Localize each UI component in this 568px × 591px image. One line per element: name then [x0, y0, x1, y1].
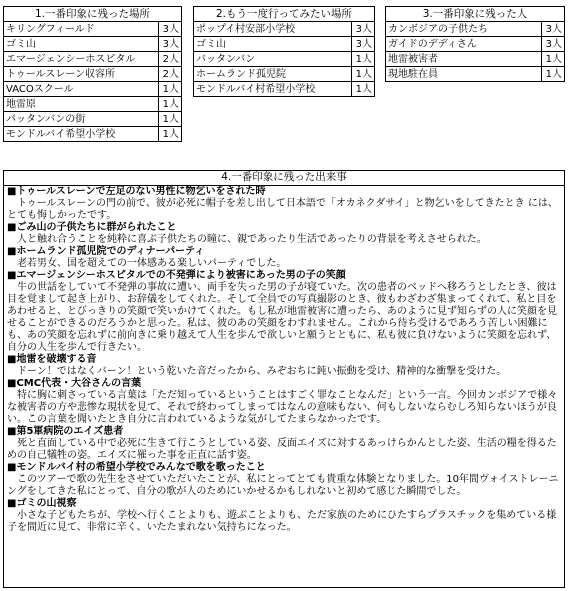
table-row [194, 82, 375, 97]
event-item [7, 462, 561, 498]
place-name: パッタンバンの街 [4, 112, 159, 127]
event-text: 人と触れ合うことを純粋に喜ぶ子供たちの瞳に、親であったり生活であったりの背景を考えさせられた。 [17, 234, 487, 245]
table-title: 3.一番印象に残った人 [386, 7, 565, 22]
event-heading: ■CMC代表・大谷さんの言葉 [7, 378, 142, 389]
event-item [7, 426, 561, 462]
place-name: トゥールスレーン収容所 [4, 67, 159, 82]
table-row [4, 67, 182, 82]
table-row [4, 112, 182, 127]
place-name: キリングフィールド [4, 22, 159, 37]
vote-count: 1人 [159, 82, 182, 97]
vote-count: 3人 [542, 37, 565, 52]
event-heading: ■トゥールスレーンで左足のない男性に物乞いをされた時 [7, 186, 266, 197]
event-heading: ■ホームランド孤児院でのディナーパーティ [7, 246, 205, 257]
events-list [4, 186, 564, 534]
table-title: 2.もう一度行ってみたい場所 [194, 7, 375, 22]
table-row [194, 37, 375, 52]
vote-count: 1人 [542, 52, 565, 67]
table-row [386, 37, 565, 52]
event-heading: ■第5軍病院のエイズ患者 [7, 426, 124, 437]
event-item [7, 222, 561, 246]
table-title: 1.一番印象に残った場所 [4, 7, 182, 22]
event-heading: ■モンドルバイ村の希望小学校でみんなで歌を歌ったこと [7, 462, 266, 473]
table-row [386, 22, 565, 37]
people-impressed-table [385, 6, 565, 82]
place-name: バッタンバン [194, 52, 352, 67]
vote-count: 1人 [159, 97, 182, 112]
table-row [4, 97, 182, 112]
event-item [7, 354, 561, 378]
vote-count: 2人 [159, 52, 182, 67]
event-text: トゥールスレーンの門の前で、彼が必死に帽子を差し出して日本語で「オカネクダサイ」と物乞いをしてきたとき には、とても悔しかったです。 [7, 198, 558, 221]
event-text: 特に胸に刺さっている言葉は「ただ知っているということはすごく罪なことなんだ」という一言。今回カンボジアで様々な被害者の方や悲惨な現状を見て、それで終わってしまってはなんの意味もない、何もしないならむしろ知らないほうが良い。この言葉を聞いたとき自分に言われているような気がしてたまらなかったです。 [7, 390, 558, 425]
event-heading: ■地雷を破壊する音 [7, 354, 97, 365]
place-name: VACOスクール [4, 82, 159, 97]
event-text: このツアーで歌の先生をさせていただいたことが、私にとってとても貴重な体験となりました。10年間ヴォイストレーニングをしてきた私にとって、自分の歌が人のためにいかせるかもしれないと初めて感じた瞬間でした。 [7, 474, 559, 497]
person-name: 現地駐在員 [386, 67, 542, 82]
vote-count: 3人 [352, 37, 375, 52]
event-text: 死と直面している中で必死に生きて行こうとしている姿、反面エイズに対するあっけらかんとした姿、生活の糧を得るための自己犠牲の姿。エイズに罹った事を正直に話す姿。 [7, 438, 557, 461]
vote-count: 3人 [352, 22, 375, 37]
event-item [7, 498, 561, 534]
vote-count: 3人 [542, 22, 565, 37]
person-name: カンボジアの子供たち [386, 22, 542, 37]
event-item [7, 246, 561, 270]
event-text: 小さな子どもたちが、学校へ行くことよりも、遊ぶことよりも、ただ家族のためにひたすらプラスチックを集めている様子を間近に見て、非常に辛く、いたたまれない気持ちになった。 [7, 510, 557, 533]
person-name: 地雷被害者 [386, 52, 542, 67]
places-revisit-table [193, 6, 375, 97]
place-name: モンドルバイ希望小学校 [4, 127, 159, 142]
place-name: ゴミ山 [194, 37, 352, 52]
place-name: エマージェンシーホスピタル [4, 52, 159, 67]
event-text: 老若男女、国を超えての一体感ある楽しいパーティでした。 [17, 258, 287, 269]
table-row [4, 82, 182, 97]
table-row [386, 52, 565, 67]
place-name: ポップイ村安部小学校 [194, 22, 352, 37]
event-heading: ■ゴミの山視察 [7, 498, 77, 509]
section-title: 4.一番印象に残った出来事 [4, 171, 564, 186]
event-item [7, 186, 561, 222]
vote-count: 1人 [352, 52, 375, 67]
table-row [4, 127, 182, 142]
vote-count: 1人 [352, 67, 375, 82]
table-row [4, 37, 182, 52]
event-text: 牛の世話をしていて不発弾の事故に遭い、両手を失った男の子が寝ていた。次の患者のベッドへ移ろうとしたとき、彼は目を覚まして起き上がり、お辞儀をしてくれた。そして全員での写真撮影のとき、彼もわざわざ集まってくれて、私と目をあわせると、とびっきりの笑顔で笑いかけてくれた。もし私が地雷被害に遭ったら、あのように見ず知らずの人に笑顔を見せることができるのだろうかと思った。私は、彼のあの笑顔をわすれません。これから待ち受けるであろう苦しい困難にも、あの笑顔を忘れずに前向きに乗り越えて人生を歩んで欲しいと願うとともに、私も彼に負けないように笑顔を忘れず、自分の人生を歩んで行きたい。 [7, 282, 557, 353]
vote-count: 3人 [159, 37, 182, 52]
event-item [7, 378, 561, 426]
event-text: ドーン！ではなくバーン！という乾いた音だったから、みぞおちに鈍い振動を受け、精神的な衝撃を受けた。 [17, 366, 507, 377]
events-section [3, 170, 565, 588]
vote-count: 1人 [159, 127, 182, 142]
person-name: ガイドのデディさん [386, 37, 542, 52]
table-row [4, 22, 182, 37]
place-name: ゴミ山 [4, 37, 159, 52]
event-heading: ■ごみ山の子供たちに群がられたこと [7, 222, 177, 233]
vote-count: 1人 [542, 67, 565, 82]
table-row [194, 22, 375, 37]
table-row [194, 67, 375, 82]
vote-count: 3人 [159, 22, 182, 37]
event-heading: ■エマージェンシーホスピタルでの不発弾により被害にあった男の子の笑顔 [7, 270, 346, 281]
place-name: モンドルバイ村希望小学校 [194, 82, 352, 97]
event-item [7, 270, 561, 354]
table-row [386, 67, 565, 82]
place-name: 地雷原 [4, 97, 159, 112]
place-name: ホームランド孤児院 [194, 67, 352, 82]
vote-count: 1人 [159, 112, 182, 127]
table-row [4, 52, 182, 67]
vote-count: 2人 [159, 67, 182, 82]
vote-count: 1人 [352, 82, 375, 97]
table-row [194, 52, 375, 67]
places-impressed-table [3, 6, 182, 142]
